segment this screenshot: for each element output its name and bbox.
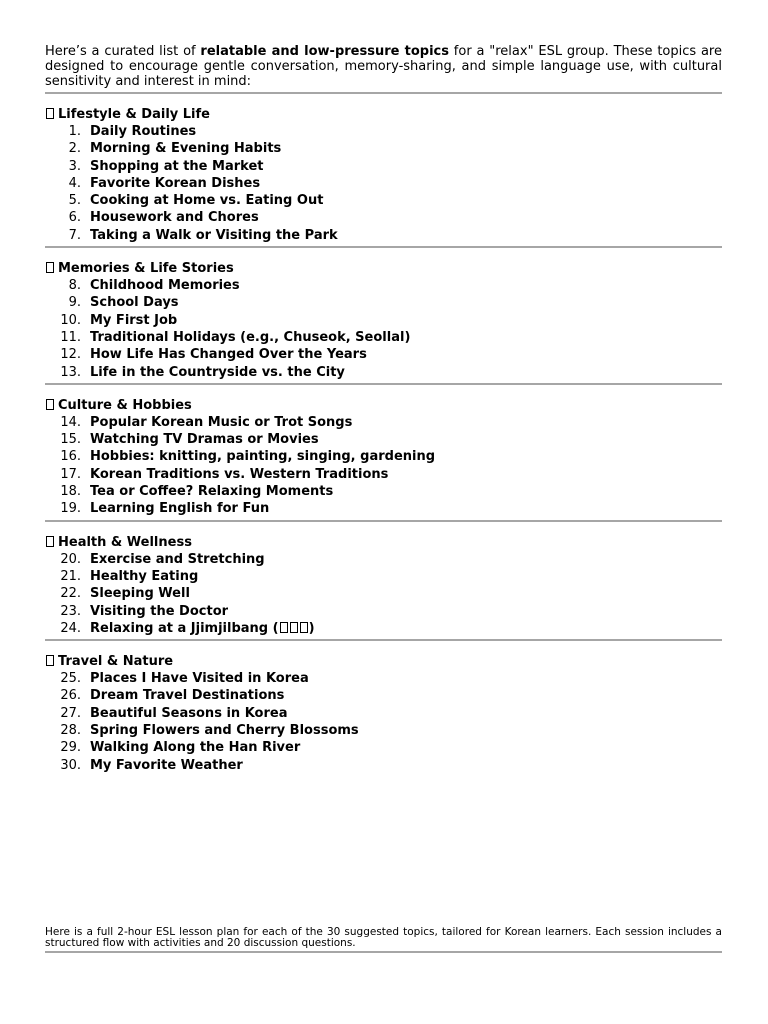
missing-glyph-icon [46, 536, 54, 547]
section-4 [45, 641, 722, 774]
item-number: 21. [60, 568, 81, 584]
topic-list [45, 414, 722, 518]
item-number: 27. [60, 705, 81, 721]
list-item [45, 123, 722, 140]
missing-glyph-icon [46, 655, 54, 666]
list-item [45, 687, 722, 704]
item-number: 8. [68, 278, 81, 294]
item-text: My First Job [90, 312, 178, 328]
list-item [45, 414, 722, 431]
item-text: Relaxing at a Jjimjilbang ( ) [90, 620, 315, 636]
item-text: Daily Routines [90, 124, 197, 139]
item-number: 30. [60, 757, 81, 773]
item-text: Spring Flowers and Cherry Blossoms [90, 723, 359, 739]
item-number: 19. [60, 501, 81, 517]
item-text: Healthy Eating [90, 568, 199, 584]
item-number: 9. [68, 295, 81, 311]
section-1 [45, 248, 722, 385]
item-number: 26. [60, 688, 81, 704]
missing-glyph-icon [290, 622, 298, 633]
list-item [45, 364, 722, 381]
item-text: Taking a Walk or Visiting the Park [90, 227, 338, 243]
item-number: 7. [68, 227, 81, 243]
topic-list [45, 277, 722, 381]
section-heading: Travel & Nature [45, 653, 722, 670]
section-heading: Health & Wellness [45, 534, 722, 551]
item-number: 11. [60, 329, 81, 345]
section-3 [45, 522, 722, 641]
footer [45, 927, 722, 953]
missing-glyph-icon [46, 399, 54, 410]
list-item [45, 277, 722, 294]
list-item [45, 431, 722, 448]
item-text: Morning & Evening Habits [90, 141, 282, 157]
item-text: Sleeping Well [90, 586, 190, 602]
item-number: 2. [68, 141, 81, 157]
list-item [45, 346, 722, 363]
topic-list [45, 670, 722, 774]
item-number: 18. [60, 484, 81, 500]
list-item [45, 192, 722, 209]
list-item [45, 466, 722, 483]
item-number: 12. [60, 347, 81, 363]
item-number: 10. [60, 312, 81, 328]
intro-paragraph: Here’s a curated list of relatable and low-pressure topics for a "relax" ESL group. These topics are designed to encourage gentle conversation, memory-sharing, and simple language use, with cultural sensitivity and interest in mind: [45, 44, 722, 89]
item-text: Popular Korean Music or Trot Songs [90, 414, 353, 430]
section-2 [45, 385, 722, 522]
footer-text: Here is a full 2-hour ESL lesson plan for each of the 30 suggested topics, tailored for Korean learners. Each session includes a structured flow with activities and 20 discussion questions. [45, 926, 722, 949]
intro-emphasis: relatable and low-pressure topics [200, 44, 449, 59]
list-item [45, 227, 722, 244]
item-number: 24. [60, 620, 81, 636]
item-number: 20. [60, 551, 81, 567]
item-number: 14. [60, 414, 81, 430]
item-text: Beautiful Seasons in Korea [90, 705, 288, 721]
item-text: Childhood Memories [90, 278, 240, 294]
item-text: Watching TV Dramas or Movies [90, 432, 319, 448]
item-text: How Life Has Changed Over the Years [90, 347, 367, 363]
item-text: Places I Have Visited in Korea [90, 671, 309, 687]
missing-glyph-icon [46, 108, 54, 119]
list-item [45, 670, 722, 687]
list-item [45, 739, 722, 756]
missing-glyph-icon [46, 262, 54, 273]
item-number: 29. [60, 740, 81, 756]
section-0 [45, 94, 722, 248]
list-item [45, 312, 722, 329]
item-text: Hobbies: knitting, painting, singing, gardening [90, 449, 436, 465]
item-number: 13. [60, 364, 81, 380]
item-text: My Favorite Weather [90, 757, 243, 773]
item-number: 4. [68, 175, 81, 191]
item-number: 5. [68, 193, 81, 209]
list-item [45, 568, 722, 585]
missing-glyph-icon [280, 622, 288, 633]
list-item [45, 603, 722, 620]
item-number: 15. [60, 432, 81, 448]
item-text: Traditional Holidays (e.g., Chuseok, Seollal) [90, 329, 411, 345]
list-item [45, 483, 722, 500]
list-item [45, 722, 722, 739]
item-number: 1. [68, 124, 81, 139]
item-text: Learning English for Fun [90, 501, 270, 517]
list-item [45, 551, 722, 568]
item-text: Cooking at Home vs. Eating Out [90, 193, 324, 209]
item-number: 6. [68, 210, 81, 226]
topic-list [45, 551, 722, 637]
item-number: 17. [60, 466, 81, 482]
item-number: 23. [60, 603, 81, 619]
document-body [45, 44, 722, 774]
item-number: 28. [60, 723, 81, 739]
list-item [45, 585, 722, 602]
item-text: Housework and Chores [90, 210, 259, 226]
footer-divider [45, 951, 722, 953]
missing-glyph-icon [300, 622, 308, 633]
section-heading: Culture & Hobbies [45, 397, 722, 414]
list-item [45, 209, 722, 226]
list-item [45, 140, 722, 157]
topic-list [45, 123, 722, 244]
item-text: Dream Travel Destinations [90, 688, 285, 704]
list-item [45, 175, 722, 192]
item-text: Shopping at the Market [90, 158, 264, 174]
item-text: Life in the Countryside vs. the City [90, 364, 345, 380]
item-number: 22. [60, 586, 81, 602]
list-item [45, 329, 722, 346]
item-text: Favorite Korean Dishes [90, 175, 261, 191]
list-item [45, 500, 722, 517]
topic-sections [45, 94, 722, 774]
item-text: Exercise and Stretching [90, 551, 265, 567]
list-item [45, 294, 722, 311]
list-item [45, 158, 722, 175]
item-number: 25. [60, 671, 81, 687]
item-number: 3. [68, 158, 81, 174]
item-text: Korean Traditions vs. Western Traditions [90, 466, 389, 482]
list-item [45, 705, 722, 722]
section-heading: Lifestyle & Daily Life [45, 106, 722, 123]
item-text: Tea or Coffee? Relaxing Moments [90, 484, 334, 500]
list-item [45, 757, 722, 774]
list-item [45, 620, 722, 637]
item-number: 16. [60, 449, 81, 465]
section-heading: Memories & Life Stories [45, 260, 722, 277]
list-item [45, 448, 722, 465]
item-text: School Days [90, 295, 179, 311]
item-text: Walking Along the Han River [90, 740, 301, 756]
item-text: Visiting the Doctor [90, 603, 229, 619]
